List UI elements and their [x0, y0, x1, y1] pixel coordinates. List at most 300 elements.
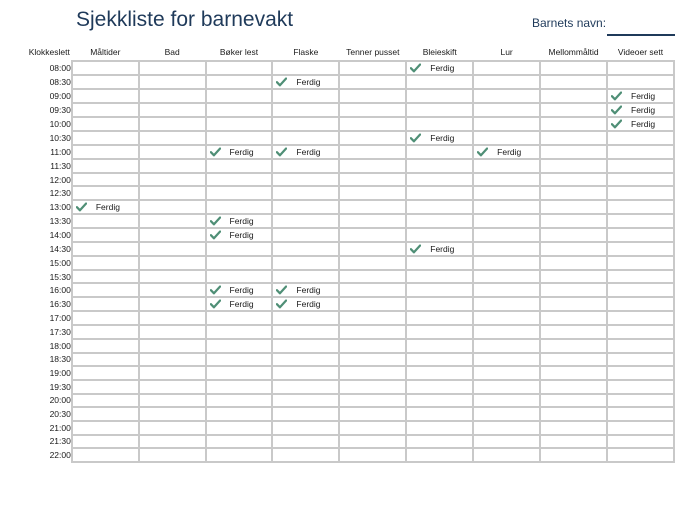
check-cell[interactable]: [406, 256, 473, 270]
time-label: 10:00: [49, 119, 71, 129]
child-name-field[interactable]: [607, 34, 675, 36]
check-cell[interactable]: [206, 159, 273, 173]
check-cell[interactable]: [540, 311, 607, 325]
check-cell[interactable]: [540, 435, 607, 449]
check-cell[interactable]: [272, 256, 339, 270]
check-cell[interactable]: [473, 270, 540, 284]
check-cell[interactable]: [272, 270, 339, 284]
check-cell[interactable]: [406, 421, 473, 435]
check-cell[interactable]: [339, 173, 406, 187]
check-cell[interactable]: [473, 407, 540, 421]
check-cell[interactable]: [607, 103, 674, 117]
check-cell[interactable]: [339, 380, 406, 394]
check-cell[interactable]: [139, 407, 206, 421]
check-cell[interactable]: [406, 435, 473, 449]
check-cell[interactable]: [339, 131, 406, 145]
check-cell[interactable]: [72, 339, 139, 353]
check-cell[interactable]: [272, 89, 339, 103]
check-cell[interactable]: [540, 131, 607, 145]
check-cell[interactable]: [473, 297, 540, 311]
done-mark: [608, 104, 655, 116]
check-cell[interactable]: [540, 325, 607, 339]
check-cell[interactable]: [206, 131, 273, 145]
time-label: 13:30: [49, 216, 71, 227]
check-cell[interactable]: [339, 366, 406, 380]
check-cell[interactable]: [72, 394, 139, 408]
done-label: Ferdig: [229, 146, 254, 157]
check-cell[interactable]: [607, 435, 674, 449]
check-cell[interactable]: [540, 339, 607, 353]
done-label: Ferdig: [296, 146, 321, 157]
header-row: [0, 43, 674, 61]
check-cell[interactable]: [406, 242, 473, 256]
check-cell[interactable]: [339, 200, 406, 214]
check-cell[interactable]: [473, 242, 540, 256]
check-cell[interactable]: [339, 421, 406, 435]
check-cell[interactable]: [272, 145, 339, 159]
done-label: Ferdig: [631, 104, 656, 115]
time-label: 19:30: [49, 381, 71, 392]
check-cell[interactable]: [72, 256, 139, 270]
check-cell[interactable]: [406, 61, 473, 75]
table-row: [0, 186, 674, 200]
check-cell[interactable]: [540, 145, 607, 159]
check-cell[interactable]: [206, 421, 273, 435]
check-cell[interactable]: [607, 394, 674, 408]
check-cell[interactable]: [139, 214, 206, 228]
check-cell[interactable]: [540, 421, 607, 435]
check-cell[interactable]: [72, 61, 139, 75]
check-cell[interactable]: [540, 214, 607, 228]
check-cell[interactable]: [406, 228, 473, 242]
check-cell[interactable]: [206, 89, 273, 103]
check-cell[interactable]: [72, 297, 139, 311]
check-cell[interactable]: [72, 311, 139, 325]
check-cell[interactable]: [72, 270, 139, 284]
table-row: [0, 228, 674, 242]
check-cell[interactable]: [607, 297, 674, 311]
check-cell[interactable]: [406, 325, 473, 339]
check-cell[interactable]: [72, 200, 139, 214]
check-cell[interactable]: [206, 214, 273, 228]
check-cell[interactable]: [272, 103, 339, 117]
check-cell[interactable]: [139, 339, 206, 353]
check-cell[interactable]: [339, 228, 406, 242]
check-cell[interactable]: [139, 353, 206, 367]
check-cell[interactable]: [206, 145, 273, 159]
check-cell[interactable]: [206, 325, 273, 339]
check-cell[interactable]: [139, 448, 206, 462]
check-cell[interactable]: [206, 228, 273, 242]
table-row: [0, 103, 674, 117]
check-cell[interactable]: [272, 283, 339, 297]
check-cell[interactable]: [206, 435, 273, 449]
check-cell[interactable]: [607, 145, 674, 159]
check-cell[interactable]: [540, 75, 607, 89]
check-cell[interactable]: [206, 242, 273, 256]
check-cell[interactable]: [339, 256, 406, 270]
check-cell[interactable]: [339, 75, 406, 89]
check-cell[interactable]: [473, 311, 540, 325]
check-cell[interactable]: [540, 448, 607, 462]
check-cell[interactable]: [139, 200, 206, 214]
check-cell[interactable]: [406, 353, 473, 367]
check-cell[interactable]: [72, 214, 139, 228]
check-cell[interactable]: [272, 366, 339, 380]
check-cell[interactable]: [206, 339, 273, 353]
checkmark-icon: [477, 147, 488, 157]
check-cell[interactable]: [72, 380, 139, 394]
check-cell[interactable]: [139, 256, 206, 270]
check-cell[interactable]: [339, 103, 406, 117]
check-cell[interactable]: [339, 214, 406, 228]
check-cell[interactable]: [607, 311, 674, 325]
check-cell[interactable]: [139, 75, 206, 89]
check-cell[interactable]: [540, 89, 607, 103]
check-cell[interactable]: [206, 75, 273, 89]
check-cell[interactable]: [139, 366, 206, 380]
check-cell[interactable]: [406, 200, 473, 214]
check-cell[interactable]: [139, 145, 206, 159]
check-cell[interactable]: [139, 131, 206, 145]
check-cell[interactable]: [540, 173, 607, 187]
checkmark-icon: [611, 91, 622, 101]
done-label: Ferdig: [296, 284, 321, 295]
check-cell[interactable]: [607, 75, 674, 89]
check-cell[interactable]: [206, 200, 273, 214]
check-cell[interactable]: [406, 448, 473, 462]
check-cell[interactable]: [473, 380, 540, 394]
check-cell[interactable]: [72, 353, 139, 367]
check-cell[interactable]: [607, 366, 674, 380]
check-cell[interactable]: [206, 448, 273, 462]
check-cell[interactable]: [540, 103, 607, 117]
check-cell[interactable]: [272, 448, 339, 462]
check-cell[interactable]: [72, 435, 139, 449]
check-cell[interactable]: [607, 407, 674, 421]
check-cell[interactable]: [139, 242, 206, 256]
check-cell[interactable]: [406, 103, 473, 117]
table-row: [0, 311, 674, 325]
column-header: Lur: [500, 46, 513, 57]
check-cell[interactable]: [272, 311, 339, 325]
check-cell[interactable]: [272, 173, 339, 187]
check-cell[interactable]: [272, 435, 339, 449]
check-cell[interactable]: [406, 173, 473, 187]
check-cell[interactable]: [72, 325, 139, 339]
check-cell[interactable]: [406, 339, 473, 353]
check-cell[interactable]: [139, 103, 206, 117]
check-cell[interactable]: [339, 89, 406, 103]
done-mark: [207, 146, 254, 158]
check-cell[interactable]: [473, 394, 540, 408]
check-cell[interactable]: [607, 214, 674, 228]
check-cell[interactable]: [406, 297, 473, 311]
check-cell[interactable]: [607, 61, 674, 75]
check-cell[interactable]: [607, 339, 674, 353]
check-cell[interactable]: [139, 228, 206, 242]
check-cell[interactable]: [139, 117, 206, 131]
check-cell[interactable]: [339, 311, 406, 325]
check-cell[interactable]: [473, 448, 540, 462]
check-cell[interactable]: [139, 311, 206, 325]
check-cell[interactable]: [339, 61, 406, 75]
check-cell[interactable]: [72, 242, 139, 256]
check-cell[interactable]: [272, 407, 339, 421]
check-cell[interactable]: [272, 214, 339, 228]
check-cell[interactable]: [272, 297, 339, 311]
check-cell[interactable]: [406, 214, 473, 228]
check-cell[interactable]: [139, 435, 206, 449]
check-cell[interactable]: [607, 159, 674, 173]
time-label: 18:30: [49, 354, 71, 365]
check-cell[interactable]: [406, 283, 473, 297]
check-cell[interactable]: [473, 366, 540, 380]
done-mark: [273, 76, 320, 88]
check-cell[interactable]: [272, 117, 339, 131]
check-cell[interactable]: [540, 256, 607, 270]
check-cell[interactable]: [72, 173, 139, 187]
check-cell[interactable]: [540, 283, 607, 297]
checkmark-icon: [210, 230, 221, 240]
check-cell[interactable]: [607, 353, 674, 367]
check-cell[interactable]: [473, 325, 540, 339]
check-cell[interactable]: [406, 159, 473, 173]
check-cell[interactable]: [607, 228, 674, 242]
check-cell[interactable]: [607, 242, 674, 256]
check-cell[interactable]: [139, 325, 206, 339]
check-cell[interactable]: [139, 186, 206, 200]
check-cell[interactable]: [473, 228, 540, 242]
check-cell[interactable]: [406, 270, 473, 284]
check-cell[interactable]: [339, 435, 406, 449]
check-cell[interactable]: [206, 256, 273, 270]
check-cell[interactable]: [339, 159, 406, 173]
check-cell[interactable]: [473, 435, 540, 449]
check-cell[interactable]: [406, 380, 473, 394]
check-cell[interactable]: [139, 380, 206, 394]
check-cell[interactable]: [339, 407, 406, 421]
check-cell[interactable]: [339, 394, 406, 408]
check-cell[interactable]: [206, 311, 273, 325]
check-cell[interactable]: [139, 270, 206, 284]
check-cell[interactable]: [406, 117, 473, 131]
check-cell[interactable]: [272, 325, 339, 339]
check-cell[interactable]: [473, 353, 540, 367]
check-cell[interactable]: [139, 89, 206, 103]
check-cell[interactable]: [540, 407, 607, 421]
check-cell[interactable]: [540, 228, 607, 242]
done-mark: [474, 146, 521, 158]
column-header: Mellommåltid: [548, 46, 599, 57]
table-row: [0, 61, 674, 75]
check-cell[interactable]: [540, 297, 607, 311]
table-row: [0, 448, 674, 462]
check-cell[interactable]: [272, 61, 339, 75]
check-cell[interactable]: [540, 117, 607, 131]
check-cell[interactable]: [607, 270, 674, 284]
time-label: 16:30: [49, 299, 71, 310]
check-cell[interactable]: [339, 339, 406, 353]
done-mark: [207, 284, 254, 296]
check-cell[interactable]: [607, 421, 674, 435]
check-cell[interactable]: [473, 131, 540, 145]
check-cell[interactable]: [473, 103, 540, 117]
check-cell[interactable]: [272, 186, 339, 200]
check-cell[interactable]: [607, 186, 674, 200]
check-cell[interactable]: [540, 380, 607, 394]
check-cell[interactable]: [473, 75, 540, 89]
check-cell[interactable]: [473, 256, 540, 270]
column-header: Videoer sett: [617, 46, 664, 57]
check-cell[interactable]: [607, 256, 674, 270]
check-cell[interactable]: [72, 145, 139, 159]
check-cell[interactable]: [272, 421, 339, 435]
check-cell[interactable]: [473, 283, 540, 297]
check-cell[interactable]: [540, 270, 607, 284]
check-cell[interactable]: [206, 186, 273, 200]
check-cell[interactable]: [540, 61, 607, 75]
check-cell[interactable]: [406, 131, 473, 145]
check-cell[interactable]: [72, 75, 139, 89]
table-row: [0, 353, 674, 367]
check-cell[interactable]: [473, 117, 540, 131]
check-cell[interactable]: [272, 228, 339, 242]
check-cell[interactable]: [607, 325, 674, 339]
check-cell[interactable]: [339, 283, 406, 297]
check-cell[interactable]: [406, 75, 473, 89]
check-cell[interactable]: [607, 283, 674, 297]
check-cell[interactable]: [272, 353, 339, 367]
check-cell[interactable]: [339, 297, 406, 311]
check-cell[interactable]: [607, 131, 674, 145]
check-cell[interactable]: [540, 186, 607, 200]
check-cell[interactable]: [473, 159, 540, 173]
time-label: 20:00: [49, 395, 71, 406]
check-cell[interactable]: [72, 159, 139, 173]
check-cell[interactable]: [473, 200, 540, 214]
check-cell[interactable]: [607, 200, 674, 214]
check-cell[interactable]: [339, 353, 406, 367]
check-cell[interactable]: [406, 186, 473, 200]
check-cell[interactable]: [206, 270, 273, 284]
check-cell[interactable]: [72, 117, 139, 131]
check-cell[interactable]: [607, 448, 674, 462]
check-cell[interactable]: [72, 448, 139, 462]
table-row: [0, 173, 674, 187]
check-cell[interactable]: [406, 89, 473, 103]
check-cell[interactable]: [206, 407, 273, 421]
check-cell[interactable]: [139, 297, 206, 311]
check-cell[interactable]: [139, 394, 206, 408]
check-cell[interactable]: [206, 103, 273, 117]
check-cell[interactable]: [206, 297, 273, 311]
check-cell[interactable]: [272, 394, 339, 408]
check-cell[interactable]: [339, 186, 406, 200]
check-cell[interactable]: [72, 186, 139, 200]
check-cell[interactable]: [272, 380, 339, 394]
check-cell[interactable]: [206, 61, 273, 75]
check-cell[interactable]: [206, 173, 273, 187]
check-cell[interactable]: [272, 75, 339, 89]
check-cell[interactable]: [473, 89, 540, 103]
table-row: [0, 145, 674, 159]
check-cell[interactable]: [540, 394, 607, 408]
check-cell[interactable]: [473, 145, 540, 159]
check-cell[interactable]: [473, 214, 540, 228]
check-cell[interactable]: [339, 325, 406, 339]
check-cell[interactable]: [139, 173, 206, 187]
table-row: [0, 421, 674, 435]
check-cell[interactable]: [72, 366, 139, 380]
check-cell[interactable]: [540, 159, 607, 173]
check-cell[interactable]: [607, 117, 674, 131]
check-cell[interactable]: [473, 186, 540, 200]
check-cell[interactable]: [339, 145, 406, 159]
check-cell[interactable]: [339, 242, 406, 256]
check-cell[interactable]: [206, 353, 273, 367]
check-cell[interactable]: [607, 173, 674, 187]
check-cell[interactable]: [406, 311, 473, 325]
check-cell[interactable]: [139, 159, 206, 173]
checklist-table: [0, 43, 675, 463]
check-cell[interactable]: [473, 61, 540, 75]
check-cell[interactable]: [406, 407, 473, 421]
check-cell[interactable]: [72, 407, 139, 421]
check-cell[interactable]: [139, 61, 206, 75]
table-row: [0, 270, 674, 284]
check-cell[interactable]: [272, 159, 339, 173]
done-mark: [73, 201, 120, 213]
check-cell[interactable]: [540, 242, 607, 256]
check-cell[interactable]: [339, 117, 406, 131]
check-cell[interactable]: [406, 366, 473, 380]
check-cell[interactable]: [72, 89, 139, 103]
check-cell[interactable]: [72, 283, 139, 297]
check-cell[interactable]: [72, 131, 139, 145]
check-cell[interactable]: [473, 173, 540, 187]
check-cell[interactable]: [206, 380, 273, 394]
check-cell[interactable]: [607, 89, 674, 103]
check-cell[interactable]: [206, 394, 273, 408]
check-cell[interactable]: [339, 448, 406, 462]
time-label: 15:30: [49, 271, 71, 282]
check-cell[interactable]: [473, 421, 540, 435]
table-row: [0, 297, 674, 311]
check-cell[interactable]: [406, 145, 473, 159]
check-cell[interactable]: [540, 353, 607, 367]
check-cell[interactable]: [206, 366, 273, 380]
check-cell[interactable]: [72, 421, 139, 435]
check-cell[interactable]: [540, 200, 607, 214]
check-cell[interactable]: [406, 394, 473, 408]
check-cell[interactable]: [272, 242, 339, 256]
check-cell[interactable]: [72, 103, 139, 117]
check-cell[interactable]: [540, 366, 607, 380]
check-cell[interactable]: [139, 421, 206, 435]
check-cell[interactable]: [72, 228, 139, 242]
check-cell[interactable]: [206, 117, 273, 131]
check-cell[interactable]: [473, 339, 540, 353]
check-cell[interactable]: [607, 380, 674, 394]
check-cell[interactable]: [272, 131, 339, 145]
check-cell[interactable]: [206, 283, 273, 297]
table-row: [0, 339, 674, 353]
check-cell[interactable]: [139, 283, 206, 297]
check-cell[interactable]: [339, 270, 406, 284]
check-cell[interactable]: [272, 339, 339, 353]
check-cell[interactable]: [272, 200, 339, 214]
